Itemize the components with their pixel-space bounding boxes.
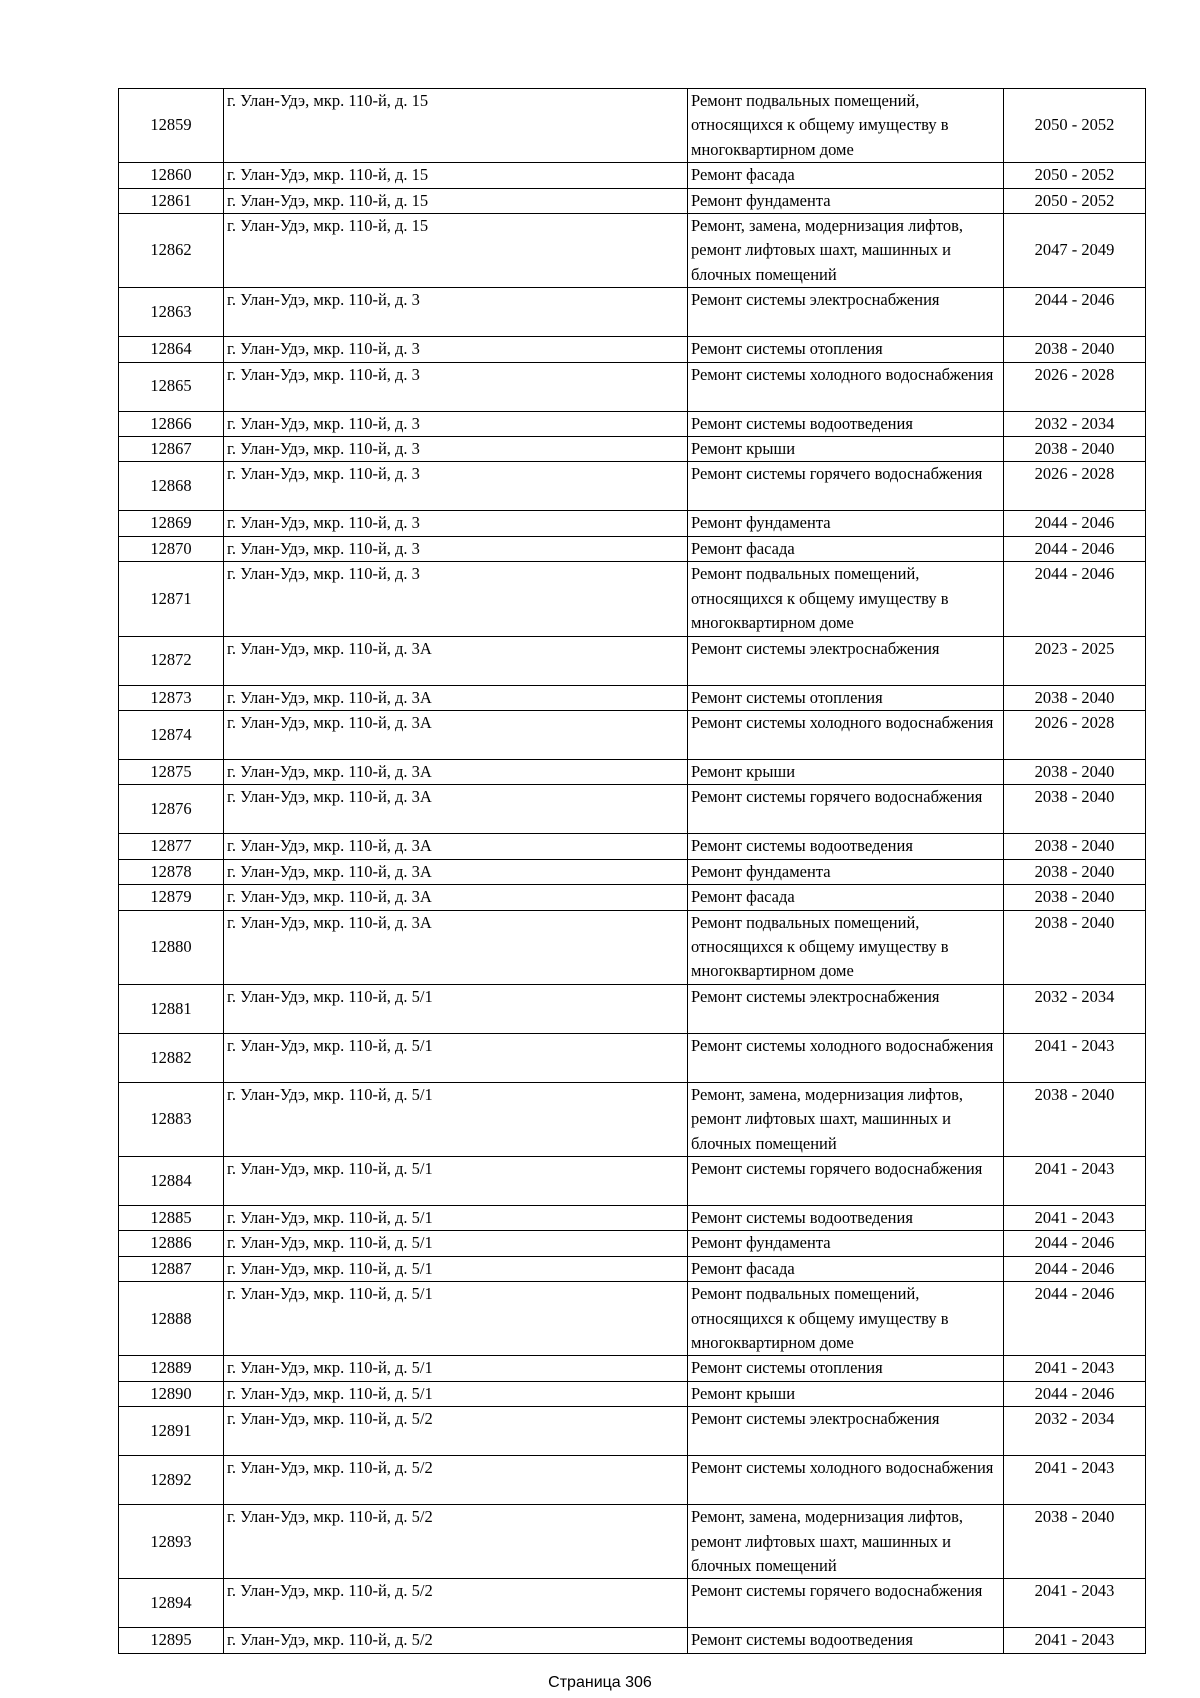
row-number: 12860 [119,163,224,188]
table-row [119,562,1146,636]
row-work-type: Ремонт фасада [688,536,1004,561]
table-row [119,1505,1146,1579]
row-work-type: Ремонт, замена, модернизация лифтов, ремонт лифтовых шахт, машинных и блочных помещений [688,1082,1004,1156]
row-number: 12888 [119,1282,224,1356]
row-period: 2041 - 2043 [1004,1456,1146,1505]
row-period: 2041 - 2043 [1004,1356,1146,1381]
row-work-type: Ремонт фундамента [688,511,1004,536]
row-address: г. Улан-Удэ, мкр. 110-й, д. 5/1 [224,1205,688,1230]
row-period: 2038 - 2040 [1004,1505,1146,1579]
table-row [119,462,1146,511]
table-row [119,685,1146,710]
row-number: 12863 [119,288,224,337]
row-address: г. Улан-Удэ, мкр. 110-й, д. 3А [224,759,688,784]
row-number: 12886 [119,1231,224,1256]
table-row [119,1381,1146,1406]
row-address: г. Улан-Удэ, мкр. 110-й, д. 3 [224,511,688,536]
row-period: 2041 - 2043 [1004,1579,1146,1628]
row-number: 12885 [119,1205,224,1230]
row-work-type: Ремонт, замена, модернизация лифтов, ремонт лифтовых шахт, машинных и блочных помещений [688,214,1004,288]
row-period: 2050 - 2052 [1004,163,1146,188]
row-address: г. Улан-Удэ, мкр. 110-й, д. 15 [224,163,688,188]
table-row [119,834,1146,859]
row-address: г. Улан-Удэ, мкр. 110-й, д. 5/2 [224,1407,688,1456]
table-row [119,1356,1146,1381]
row-work-type: Ремонт системы электроснабжения [688,984,1004,1033]
row-address: г. Улан-Удэ, мкр. 110-й, д. 3 [224,437,688,462]
row-work-type: Ремонт системы электроснабжения [688,1407,1004,1456]
row-work-type: Ремонт подвальных помещений, относящихся к общему имуществу в многоквартирном доме [688,1282,1004,1356]
row-address: г. Улан-Удэ, мкр. 110-й, д. 15 [224,188,688,213]
row-work-type: Ремонт системы водоотведения [688,1628,1004,1653]
table-row [119,1156,1146,1205]
row-address: г. Улан-Удэ, мкр. 110-й, д. 5/1 [224,1156,688,1205]
row-number: 12875 [119,759,224,784]
row-work-type: Ремонт фасада [688,1256,1004,1281]
table-row [119,710,1146,759]
row-address: г. Улан-Удэ, мкр. 110-й, д. 3А [224,910,688,984]
table-row [119,1456,1146,1505]
row-period: 2038 - 2040 [1004,859,1146,884]
table-row [119,337,1146,362]
row-work-type: Ремонт подвальных помещений, относящихся к общему имуществу в многоквартирном доме [688,910,1004,984]
page-number: Страница 306 [548,1674,652,1691]
row-work-type: Ремонт системы горячего водоснабжения [688,1156,1004,1205]
row-period: 2038 - 2040 [1004,885,1146,910]
table-row [119,859,1146,884]
row-number: 12872 [119,636,224,685]
table-row [119,188,1146,213]
row-period: 2041 - 2043 [1004,1033,1146,1082]
row-address: г. Улан-Удэ, мкр. 110-й, д. 3 [224,411,688,436]
row-address: г. Улан-Удэ, мкр. 110-й, д. 5/2 [224,1579,688,1628]
row-work-type: Ремонт системы холодного водоснабжения [688,1033,1004,1082]
row-number: 12884 [119,1156,224,1205]
table-row [119,1231,1146,1256]
row-work-type: Ремонт крыши [688,1381,1004,1406]
table-row [119,536,1146,561]
row-period: 2044 - 2046 [1004,1282,1146,1356]
row-address: г. Улан-Удэ, мкр. 110-й, д. 15 [224,214,688,288]
table-row [119,89,1146,163]
table-row [119,1082,1146,1156]
row-number: 12891 [119,1407,224,1456]
row-period: 2038 - 2040 [1004,759,1146,784]
row-address: г. Улан-Удэ, мкр. 110-й, д. 3 [224,462,688,511]
row-period: 2023 - 2025 [1004,636,1146,685]
table-row [119,288,1146,337]
row-address: г. Улан-Удэ, мкр. 110-й, д. 3А [224,859,688,884]
row-work-type: Ремонт системы горячего водоснабжения [688,462,1004,511]
row-work-type: Ремонт системы холодного водоснабжения [688,710,1004,759]
row-work-type: Ремонт фасада [688,163,1004,188]
row-work-type: Ремонт крыши [688,759,1004,784]
row-period: 2026 - 2028 [1004,462,1146,511]
row-work-type: Ремонт системы водоотведения [688,834,1004,859]
row-work-type: Ремонт фундамента [688,188,1004,213]
row-work-type: Ремонт системы электроснабжения [688,288,1004,337]
table-row [119,984,1146,1033]
row-address: г. Улан-Удэ, мкр. 110-й, д. 5/1 [224,1356,688,1381]
row-number: 12887 [119,1256,224,1281]
row-work-type: Ремонт системы горячего водоснабжения [688,785,1004,834]
row-address: г. Улан-Удэ, мкр. 110-й, д. 3 [224,337,688,362]
row-period: 2044 - 2046 [1004,562,1146,636]
table-row [119,759,1146,784]
row-address: г. Улан-Удэ, мкр. 110-й, д. 5/2 [224,1628,688,1653]
row-work-type: Ремонт фасада [688,885,1004,910]
row-period: 2044 - 2046 [1004,1231,1146,1256]
row-address: г. Улан-Удэ, мкр. 110-й, д. 3А [224,710,688,759]
row-address: г. Улан-Удэ, мкр. 110-й, д. 3 [224,536,688,561]
row-address: г. Улан-Удэ, мкр. 110-й, д. 3А [224,636,688,685]
row-period: 2050 - 2052 [1004,89,1146,163]
row-number: 12865 [119,362,224,411]
row-number: 12868 [119,462,224,511]
row-address: г. Улан-Удэ, мкр. 110-й, д. 3А [224,834,688,859]
row-address: г. Улан-Удэ, мкр. 110-й, д. 3 [224,288,688,337]
row-period: 2038 - 2040 [1004,685,1146,710]
table-row [119,511,1146,536]
row-number: 12874 [119,710,224,759]
row-number: 12879 [119,885,224,910]
row-period: 2041 - 2043 [1004,1628,1146,1653]
row-period: 2044 - 2046 [1004,511,1146,536]
row-work-type: Ремонт системы водоотведения [688,1205,1004,1230]
row-address: г. Улан-Удэ, мкр. 110-й, д. 5/1 [224,1231,688,1256]
row-number: 12861 [119,188,224,213]
row-number: 12873 [119,685,224,710]
row-work-type: Ремонт системы электроснабжения [688,636,1004,685]
row-address: г. Улан-Удэ, мкр. 110-й, д. 5/1 [224,1256,688,1281]
row-address: г. Улан-Удэ, мкр. 110-й, д. 3А [224,785,688,834]
table-row [119,636,1146,685]
row-address: г. Улан-Удэ, мкр. 110-й, д. 5/1 [224,1282,688,1356]
row-period: 2038 - 2040 [1004,910,1146,984]
row-work-type: Ремонт системы водоотведения [688,411,1004,436]
row-number: 12878 [119,859,224,884]
row-address: г. Улан-Удэ, мкр. 110-й, д. 3 [224,562,688,636]
row-period: 2032 - 2034 [1004,984,1146,1033]
row-work-type: Ремонт системы отопления [688,685,1004,710]
row-work-type: Ремонт подвальных помещений, относящихся к общему имуществу в многоквартирном доме [688,562,1004,636]
row-work-type: Ремонт подвальных помещений, относящихся к общему имуществу в многоквартирном доме [688,89,1004,163]
row-period: 2050 - 2052 [1004,188,1146,213]
row-period: 2044 - 2046 [1004,536,1146,561]
row-address: г. Улан-Удэ, мкр. 110-й, д. 5/1 [224,1033,688,1082]
row-period: 2047 - 2049 [1004,214,1146,288]
table-row [119,1407,1146,1456]
row-period: 2026 - 2028 [1004,710,1146,759]
row-period: 2038 - 2040 [1004,1082,1146,1156]
row-number: 12876 [119,785,224,834]
row-period: 2044 - 2046 [1004,1256,1146,1281]
row-address: г. Улан-Удэ, мкр. 110-й, д. 5/1 [224,1381,688,1406]
row-period: 2044 - 2046 [1004,288,1146,337]
row-number: 12890 [119,1381,224,1406]
row-work-type: Ремонт системы отопления [688,1356,1004,1381]
table-row [119,910,1146,984]
table-row [119,362,1146,411]
row-work-type: Ремонт фундамента [688,859,1004,884]
table-body [119,89,1146,1654]
row-period: 2032 - 2034 [1004,1407,1146,1456]
row-period: 2041 - 2043 [1004,1205,1146,1230]
row-number: 12882 [119,1033,224,1082]
row-number: 12871 [119,562,224,636]
row-number: 12881 [119,984,224,1033]
row-work-type: Ремонт системы холодного водоснабжения [688,1456,1004,1505]
table-row [119,1033,1146,1082]
table-row [119,1256,1146,1281]
row-period: 2038 - 2040 [1004,337,1146,362]
capital-repair-table [118,88,1146,1654]
row-number: 12869 [119,511,224,536]
row-number: 12859 [119,89,224,163]
table-row [119,437,1146,462]
row-number: 12889 [119,1356,224,1381]
table-row [119,214,1146,288]
row-period: 2026 - 2028 [1004,362,1146,411]
row-address: г. Улан-Удэ, мкр. 110-й, д. 3 [224,362,688,411]
row-number: 12867 [119,437,224,462]
table-row [119,411,1146,436]
row-number: 12895 [119,1628,224,1653]
row-address: г. Улан-Удэ, мкр. 110-й, д. 5/2 [224,1456,688,1505]
table-row [119,1282,1146,1356]
row-number: 12870 [119,536,224,561]
row-address: г. Улан-Удэ, мкр. 110-й, д. 5/2 [224,1505,688,1579]
table-row [119,1579,1146,1628]
row-number: 12893 [119,1505,224,1579]
row-work-type: Ремонт крыши [688,437,1004,462]
row-period: 2032 - 2034 [1004,411,1146,436]
row-period: 2044 - 2046 [1004,1381,1146,1406]
row-work-type: Ремонт, замена, модернизация лифтов, ремонт лифтовых шахт, машинных и блочных помещений [688,1505,1004,1579]
row-address: г. Улан-Удэ, мкр. 110-й, д. 5/1 [224,1082,688,1156]
row-period: 2038 - 2040 [1004,437,1146,462]
row-work-type: Ремонт системы горячего водоснабжения [688,1579,1004,1628]
row-work-type: Ремонт фундамента [688,1231,1004,1256]
table-row [119,785,1146,834]
row-number: 12894 [119,1579,224,1628]
row-address: г. Улан-Удэ, мкр. 110-й, д. 5/1 [224,984,688,1033]
table-row [119,1205,1146,1230]
row-address: г. Улан-Удэ, мкр. 110-й, д. 15 [224,89,688,163]
table-row [119,885,1146,910]
row-number: 12877 [119,834,224,859]
row-number: 12880 [119,910,224,984]
table-row [119,1628,1146,1653]
table-row [119,163,1146,188]
row-work-type: Ремонт системы отопления [688,337,1004,362]
row-period: 2038 - 2040 [1004,785,1146,834]
row-address: г. Улан-Удэ, мкр. 110-й, д. 3А [224,885,688,910]
row-work-type: Ремонт системы холодного водоснабжения [688,362,1004,411]
row-address: г. Улан-Удэ, мкр. 110-й, д. 3А [224,685,688,710]
row-number: 12862 [119,214,224,288]
row-period: 2041 - 2043 [1004,1156,1146,1205]
row-number: 12892 [119,1456,224,1505]
row-number: 12883 [119,1082,224,1156]
row-number: 12866 [119,411,224,436]
row-number: 12864 [119,337,224,362]
row-period: 2038 - 2040 [1004,834,1146,859]
